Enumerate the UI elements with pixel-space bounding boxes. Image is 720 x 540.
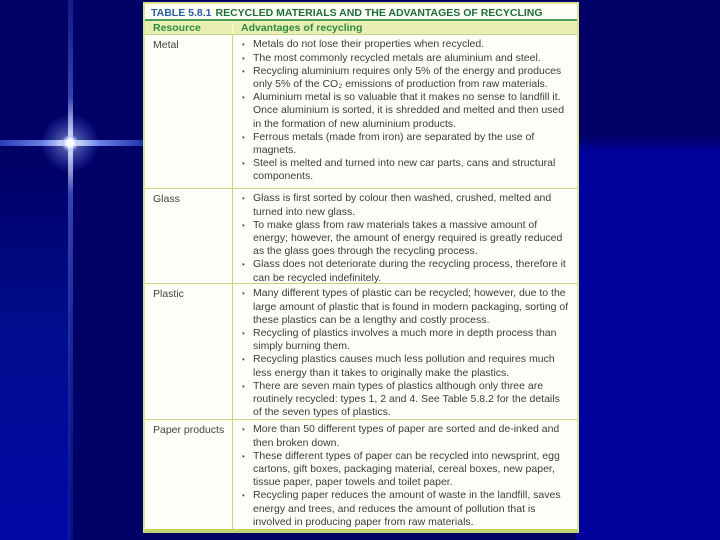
bullet-icon: •: [242, 159, 245, 169]
list-item: [240, 258, 571, 284]
bullet-text: Aluminium metal is so valuable that it makes no sense to landfill it. Once aluminium is sorted, it is shredded and melted and then used in the formation of new aluminium products.: [253, 91, 565, 130]
table-body: [145, 35, 577, 529]
advantages-cell: [233, 35, 577, 188]
bullet-icon: •: [242, 381, 245, 391]
bullet-icon: •: [242, 355, 245, 365]
bullet-text: These different types of paper can be recycled into newsprint, egg cartons, gift boxes, packaging material, cereal boxes, new paper, tissue paper, paper towels and toilet paper.: [253, 449, 560, 489]
bullet-icon: •: [242, 260, 245, 270]
bullet-icon: •: [242, 66, 245, 76]
bullet-text: Recycling plastics causes much less pollution and requires much less energy than it takes to originally make the plastics.: [253, 353, 555, 379]
list-item: [240, 353, 571, 379]
bullet-icon: •: [242, 40, 245, 50]
bullet-text: Many different types of plastic can be recycled; however, due to the large amount of plastic that is found in modern packaging, sorting of these plastics can be a lengthy and costly process.: [253, 287, 569, 326]
bullet-icon: •: [242, 194, 245, 204]
recycling-table: [143, 2, 579, 533]
bullet-text: There are seven main types of plastics although only three are routinely recycled: types 1, 2 and 4. See Table 5.8.2 for the details of the seven types of plastics.: [253, 379, 560, 419]
bullet-icon: •: [242, 53, 245, 63]
column-header-advantages: Advantages of recycling: [241, 21, 363, 34]
bullet-icon: •: [242, 425, 245, 435]
bullet-icon: •: [242, 220, 245, 230]
column-header-resource: Resource: [145, 22, 233, 34]
list-item: [240, 192, 571, 218]
bullet-text: Ferrous metals (made from iron) are separated by the use of magnets.: [253, 130, 535, 156]
resource-cell: Glass: [145, 189, 233, 283]
list-item: [240, 219, 571, 259]
list-item: [240, 131, 571, 157]
resource-cell: Metal: [145, 35, 233, 188]
bullet-icon: •: [242, 289, 245, 299]
bullet-text: Metals do not lose their properties when recycled.: [253, 38, 485, 51]
list-item: [240, 380, 571, 420]
table-row-plastic: [145, 284, 577, 420]
list-item: [240, 91, 571, 131]
bullet-text: Glass is first sorted by colour then washed, crushed, melted and turned into new glass.: [253, 192, 552, 218]
list-item: [240, 157, 571, 183]
list-item: [240, 423, 571, 449]
bullet-icon: •: [242, 328, 245, 338]
advantages-cell: [233, 420, 577, 529]
bullet-icon: •: [242, 132, 245, 142]
bullet-text: Steel is melted and turned into new car parts, cans and structural components.: [253, 157, 556, 183]
list-item: [240, 52, 571, 65]
bullet-text: Recycling paper reduces the amount of waste in the landfill, saves energy and trees, and reduces the amount of pollution that is involved in producing paper from raw materials.: [253, 489, 561, 528]
star-flare-icon: [62, 135, 78, 151]
table-row-glass: [145, 189, 577, 284]
list-item: [240, 450, 571, 490]
table-header-row: [145, 21, 577, 36]
bullet-text: More than 50 different types of paper are sorted and de-inked and then broken down.: [253, 423, 560, 449]
table-caption: [145, 4, 577, 19]
background-gradient-right: [576, 137, 720, 540]
advantages-cell: [233, 284, 577, 419]
bullet-text: To make glass from raw materials takes a massive amount of energy; however, the amount of energy required is greatly reduced as the glass goes through the recycling process.: [253, 218, 563, 258]
bullet-text: Recycling of plastics involves a much more in depth process than simply burning them.: [253, 326, 557, 353]
bullet-icon: •: [242, 451, 245, 461]
flare-vertical-ray: [68, 0, 73, 540]
bullet-icon: •: [242, 93, 245, 103]
table-number: TABLE 5.8.1: [151, 7, 212, 19]
resource-cell: Plastic: [145, 284, 233, 419]
bullet-text: Glass does not deteriorate during the recycling process, therefore it can be recycled indefinitely.: [253, 258, 566, 284]
table-row-paper-products: [145, 420, 577, 529]
bullet-text: The most commonly recycled metals are aluminium and steel.: [253, 51, 541, 64]
resource-cell: Paper products: [145, 420, 233, 529]
list-item: [240, 489, 571, 529]
bullet-icon: •: [242, 491, 245, 501]
advantages-cell: [233, 189, 577, 283]
background-gradient-left: [0, 0, 70, 540]
bullet-text: Recycling aluminium requires only 5% of the energy and produces only 5% of the CO₂ emissions of production from raw materials.: [253, 64, 562, 90]
table-title-text: RECYCLED MATERIALS AND THE ADVANTAGES OF RECYCLING: [215, 7, 543, 19]
list-item: [240, 65, 571, 91]
list-item: [240, 38, 571, 51]
list-item: [240, 287, 571, 327]
table-row-metal: [145, 35, 577, 189]
list-item: [240, 327, 571, 353]
